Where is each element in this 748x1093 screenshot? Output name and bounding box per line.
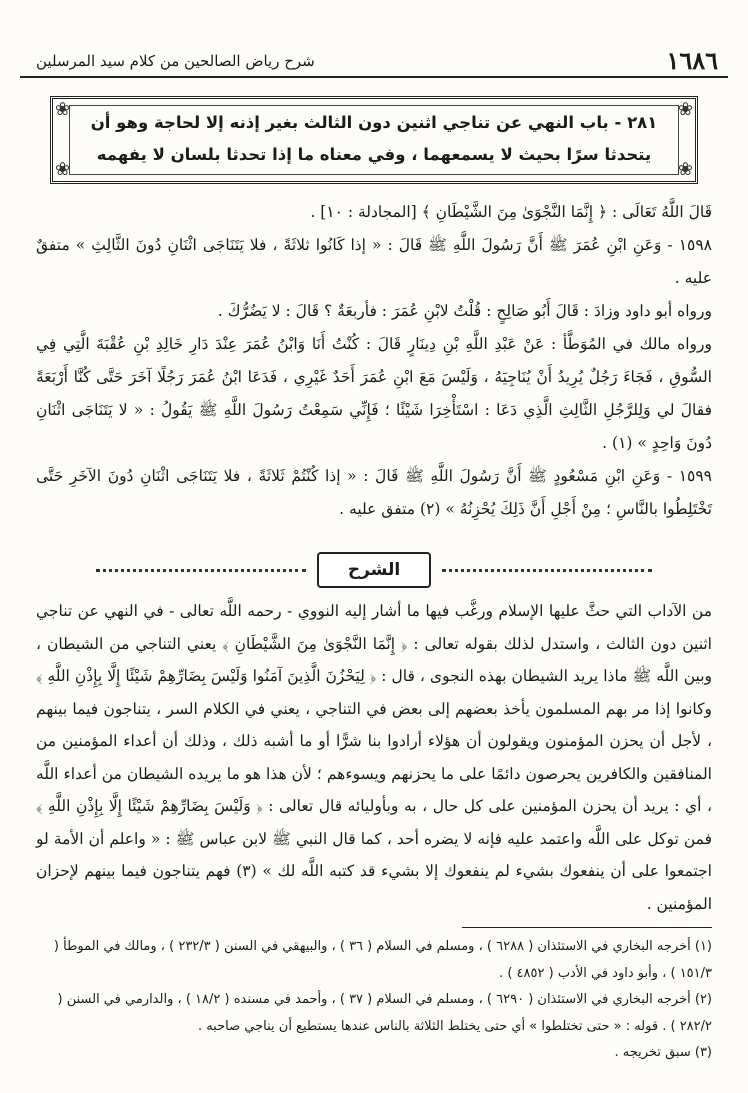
quran-verse-paragraph: قَالَ اللَّهُ تَعَالَى : ﴿ إِنَّمَا النَّجْوَىٰ مِنَ الشَّيْطَانِ ﴾ [المجادلة : ١٠] . [310, 203, 712, 221]
page-header [20, 44, 728, 74]
abu-dawud-addition: ورواه أبو داود وزادَ : قَالَ أَبُو صَالِحٍ : قُلْتُ لابْنِ عُمَرَ : فأربعَةٌ ؟ قَالَ : لا يَضُرُّكَ . [217, 302, 712, 320]
malik-narration: ورواه مالك في المُوَطَّأ : عَنْ عَبْدِ اللَّهِ بْنِ دِينَارٍ قَالَ : كُنْتُ أَنَا وَابْنُ عُمَرَ عِنْدَ دَارِ خَالِدِ بْنِ عُقْبَةَ الَّتِي فِي السُّوقِ ، فَجَاءَ رَجُلٌ يُرِيدُ أَنْ يُنَاجِيَهُ ، وَلَيْسَ مَعَ ابْنِ عُمَرَ أَحَدٌ غَيْرِي ، فَدَعَا ابْنُ عُمَرَ رَجُلًا آخَرَ حَتَّى كُنَّا أَرْبَعَةً فقالَ لي وَلِلرَّجُلِ الثَّالِثِ الَّذِي دَعَا : اسْتَأْخِرَا شَيْئًا ؛ فَإِنِّي سَمِعْتُ رَسُولَ اللَّهِ ﷺ يَقُولُ : « لا يَتَنَاجَى اثْنَانِ دُونَ وَاحِدٍ » (١) . [36, 335, 712, 452]
chapter-frame [50, 96, 698, 184]
matn-section [36, 196, 712, 526]
dotted-rule [442, 569, 652, 572]
ornament-icon: ❀ [677, 159, 693, 180]
footnote-3: (٣) سبق تخريجه . [614, 1045, 712, 1060]
footnotes [36, 934, 712, 1067]
ornament-icon: ❀ [55, 159, 71, 180]
sharh-label: الشرح [317, 552, 431, 588]
ornament-icon: ❀ [677, 99, 693, 120]
footnote-rule [462, 927, 712, 928]
dotted-rule [96, 569, 306, 572]
ornament-icon: ❀ [55, 99, 71, 120]
running-title: شرح رياض الصالحين من كلام سيد المرسلين [36, 52, 315, 70]
footnote-2: (٢) أخرجه البخاري في الاستئذان ( ٦٢٩٠ ) ، ومسلم في السلام ( ٣٧ ) ، وأحمد في مسنده ( ١٨/٢ ) ، والدارمي في السنن ( ٢٨٢/٢ ) . قوله : « حتى تختلطوا » أي حتى يختلط الثلاثة بالناس عندها يستطيع أن يناجي صاحبه . [57, 992, 712, 1034]
chapter-title: ٢٨١ - باب النهي عن تناجي اثنين دون الثالث بغير إذنه إلا لحاجة وهو أن يتحدثا سرًا بحيث لا يسمعهما ، وفي معناه ما إذا تحدثا بلسان لا يفهمه [90, 113, 658, 164]
header-rule [20, 76, 728, 78]
footnote-1: (١) أخرجه البخاري في الاستئذان ( ٦٢٨٨ ) ، ومسلم في السلام ( ٣٦ ) ، والبيهقي في السنن ( ٢٣٢/٣ ) ، ومالك في الموطأ ( ١٥١/٣ ) ، وأبو داود في الأدب ( ٤٨٥٢ ) . [53, 939, 712, 981]
page-number: ١٦٨٦ [666, 46, 718, 75]
sharh-paragraph: من الآداب التي حثَّ عليها الإسلام ورغَّب فيها ما أشار إليه النووي - رحمه اللَّه تعالى - في النهي عن تناجي اثنين دون الثالث ، واستدل لذلك بقوله تعالى : ﴿ إِنَّمَا النَّجْوَىٰ مِنَ الشَّيْطَانِ ﴾ يعني التناجي من الشيطان ، وبين اللَّه ﷺ ماذا يريد الشيطان بهذه النجوى ، قال : ﴿ لِيَحْزُنَ الَّذِينَ آمَنُوا وَلَيْسَ بِضَارِّهِمْ شَيْئًا إِلَّا بِإِذْنِ اللَّهِ ﴾ وكانوا إذا مر بهم المسلمون يأخذ بعضهم إلى بعض في التناجي ، يعني في الكلام السر ، يتناجون فيما بينهم ، لأجل أن يحزن المؤمنون ويقولون أن هؤلاء أرادوا بنا شرًّا أو ما أشبه ذلك ، وذلك أن أعداء المؤمنين من المنافقين والكافرين يحرصون دائمًا على ما يحزنهم ويسوءهم ؛ لأن هذا هو ما يريده الشيطان من أعداء اللَّه ، أي : يريد أن يحزن المؤمنين على كل حال ، به وبأوليائه قال تعالى : ﴿ وَلَيْسَ بِضَارِّهِمْ شَيْئًا إِلَّا بِإِذْنِ اللَّهِ ﴾ فمن توكل على اللَّه واعتمد عليه فإنه لا يضره أحد ، كما قال النبي ﷺ لابن عباس ﷺ : « واعلم أن الأمة لو اجتمعوا على أن ينفعوك بشيء لم ينفعوك إلا بشيء قد كتبه اللَّه لك » (٣) فهم يتناجون فيما بينهم لإحزان المؤمنين . [36, 602, 712, 913]
sharh-divider [36, 552, 712, 588]
hadith-1599: ١٥٩٩ - وَعَنِ ابْنِ مَسْعُودٍ ﷺ أَنَّ رَسُولَ اللَّهِ ﷺ قَالَ : « إذا كُنْتُمْ ثَلاثَةً ، فلا يَتَنَاجَى اثْنَانِ دُونَ الآخَرِ حَتَّى تَخْتَلِطُوا بالنَّاسِ ؛ مِنْ أَجْلِ أَنَّ ذَلِكَ يُحْزِنُهُ » (٢) متفق عليه . [36, 467, 712, 518]
hadith-1598: ١٥٩٨ - وَعَنِ ابْنِ عُمَرَ ﷺ أَنَّ رَسُولَ اللَّهِ ﷺ قَالَ : « إذا كَانُوا ثلاثَةً ، فلا يَتَنَاجَى اثْنَانِ دُونَ الثَّالِثِ » متفقٌ عليه . [36, 236, 712, 287]
sharh-section [36, 595, 712, 920]
